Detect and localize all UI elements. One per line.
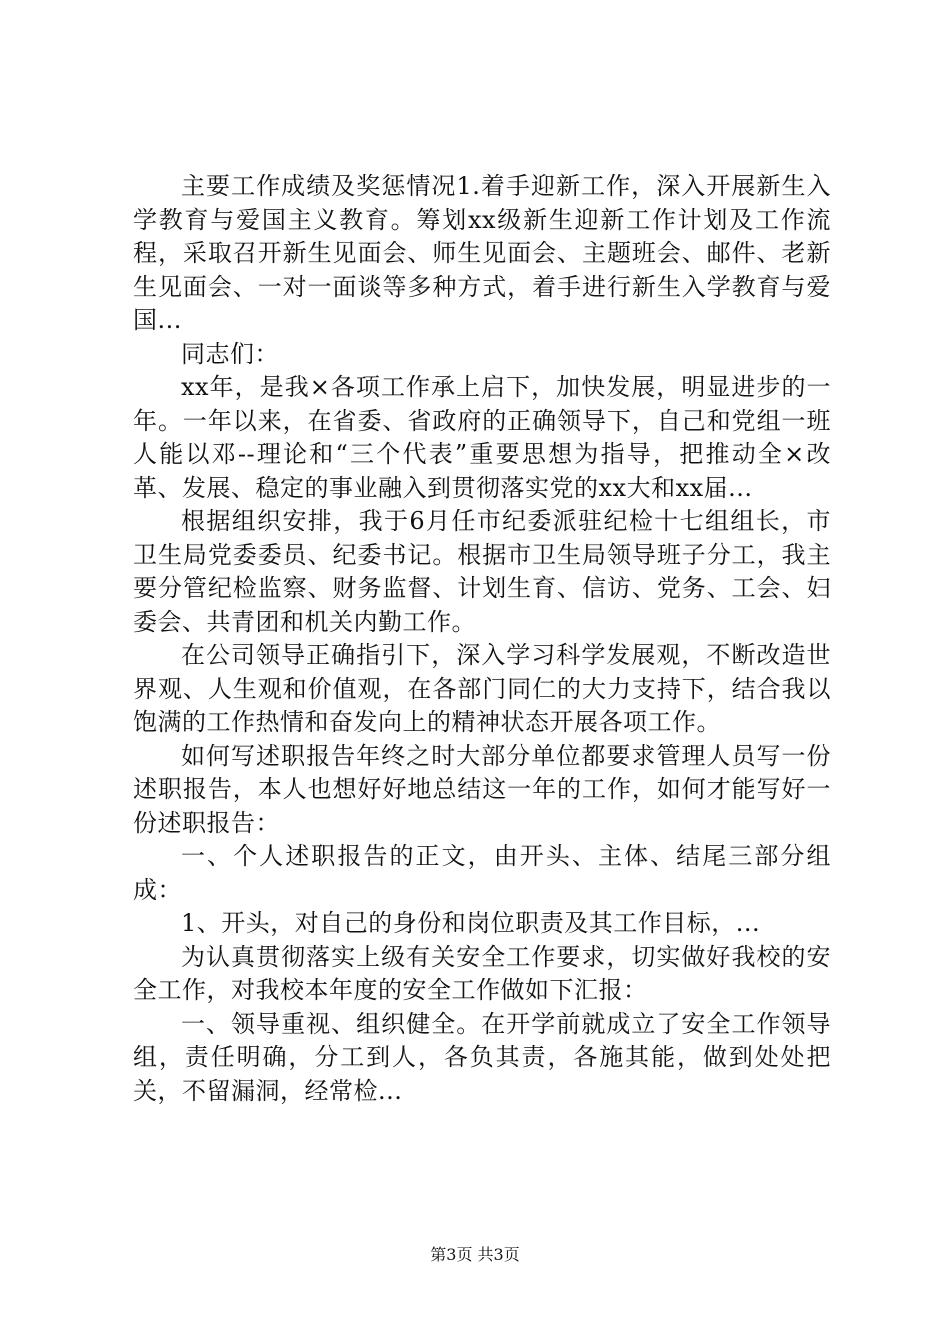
paragraph-3: xx年，是我×各项工作承上启下，加快发展，明显进步的一年。一年以来，在省委、省政府的正确领导下，自己和党组一班人能以邓--理论和“三个代表”重要思想为指导，把推动全×改革、发展、稳定的事业融入到贯彻落实党的xx大和xx届...: [133, 373, 831, 502]
document-body: [133, 170, 831, 1108]
paragraph-1: 主要工作成绩及奖惩情况1.着手迎新工作，深入开展新生入学教育与爱国主义教育。筹划xx级新生迎新工作计划及工作流程，采取召开新生见面会、师生见面会、主题班会、邮件、老新生见面会、一对一面谈等多种方式，着手进行新生入学教育与爱国...: [133, 172, 831, 334]
paragraph-6: 如何写述职报告年终之时大部分单位都要求管理人员写一份述职报告，本人也想好好地总结这一年的工作，如何才能写好一份述职报告：: [133, 741, 831, 837]
paragraph-2: 同志们：: [181, 339, 279, 368]
paragraph-8: 1、开头，对自己的身份和岗位职责及其工作目标，...: [181, 909, 761, 937]
paragraph-5: 在公司领导正确指引下，深入学习科学发展观，不断改造世界观、人生观和价值观，在各部门同仁的大力支持下，结合我以饱满的工作热情和奋发向上的精神状态开展各项工作。: [133, 641, 831, 736]
page-number-footer: 第3页 共3页: [430, 1245, 520, 1264]
paragraph-10: 一、领导重视、组织健全。在开学前就成立了安全工作领导组，责任明确，分工到人，各负其责，各施其能，做到处处把关，不留漏洞，经常检...: [133, 1009, 831, 1105]
paragraph-9: 为认真贯彻落实上级有关安全工作要求，切实做好我校的安全工作，对我校本年度的安全工作做如下汇报：: [133, 942, 831, 1004]
paragraph-7: 一、个人述职报告的正文，由开头、主体、结尾三部分组成：: [133, 842, 831, 904]
paragraph-4: 根据组织安排，我于6月任市纪委派驻纪检十七组组长，市卫生局党委委员、纪委书记。根据市卫生局领导班子分工，我主要分管纪检监察、财务监督、计划生育、信访、党务、工会、妇委会、共青团和机关内勤工作。: [133, 507, 831, 636]
